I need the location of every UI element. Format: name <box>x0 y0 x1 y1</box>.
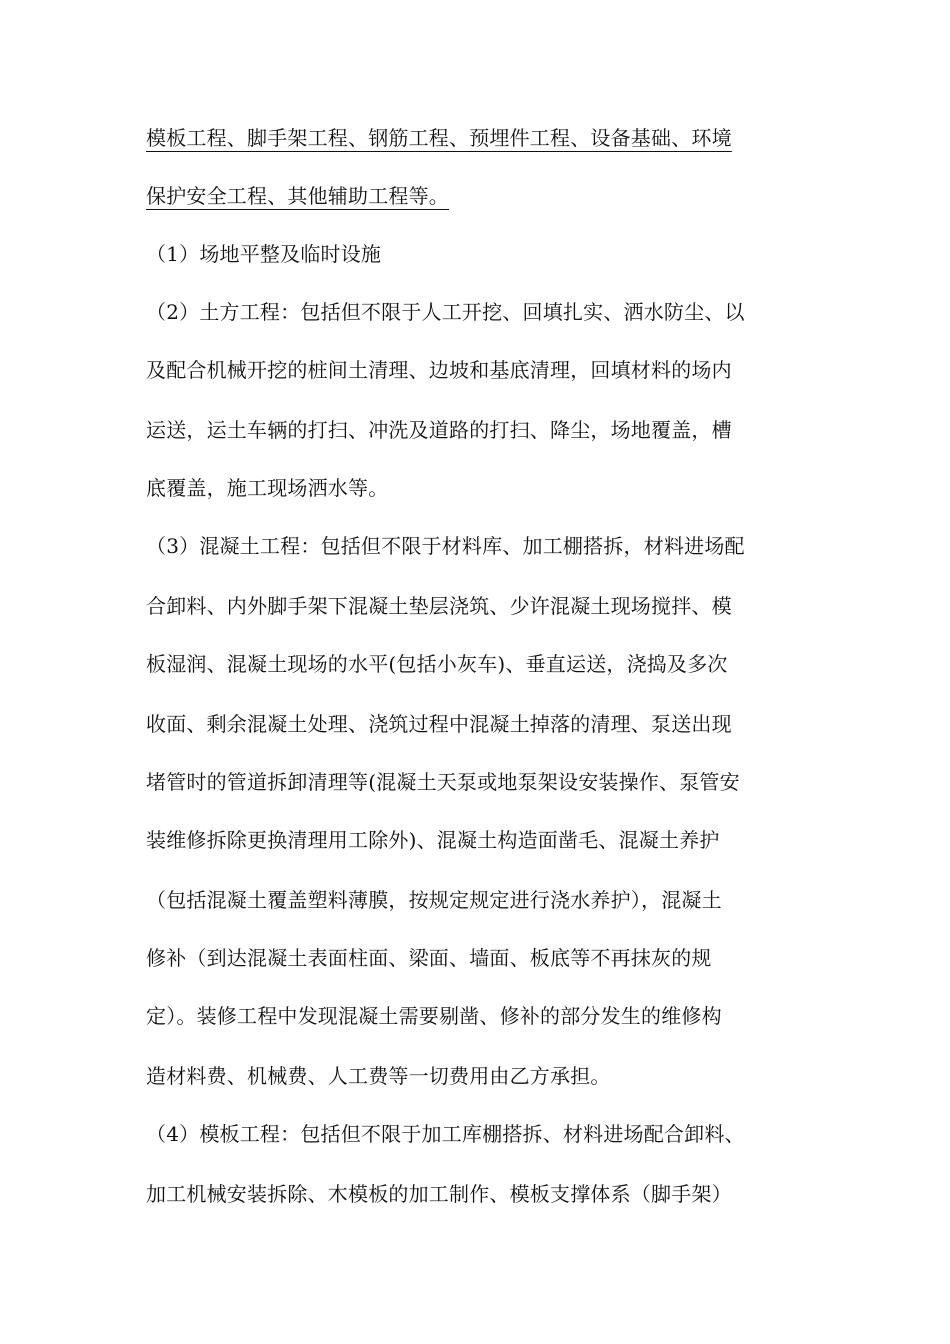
text-line-12: 堵管时的管道拆卸清理等(混凝土天泵或地泵架设安装操作、泵管安 <box>146 770 740 794</box>
text-line-7: 底覆盖，施工现场洒水等。 <box>146 476 389 500</box>
text-line-1: 模板工程、脚手架工程、钢筋工程、预埋件工程、设备基础、环境 <box>146 126 732 150</box>
text-line-19: 加工机械安装拆除、木模板的加工制作、模板支撑体系（脚手架） <box>146 1182 732 1206</box>
text-line-13: 装维修拆除更换清理用工除外)、混凝土构造面凿毛、混凝土养护 <box>146 828 720 852</box>
text-line-2: 保护安全工程、其他辅助工程等。 <box>146 184 449 208</box>
text-line-8: （3）混凝土工程：包括但不限于材料库、加工棚搭拆，材料进场配 <box>146 534 745 558</box>
text-line-16: 定）。装修工程中发现混凝土需要剔凿、修补的部分发生的维修构 <box>146 1004 722 1028</box>
section-heading-1: （1）场地平整及临时设施 <box>146 242 382 266</box>
text-line-11: 收面、剩余混凝土处理、浇筑过程中混凝土掉落的清理、泵送出现 <box>146 712 732 736</box>
text-line-10: 板湿润、混凝土现场的水平(包括小灰车)、垂直运送，浇捣及多次 <box>146 652 728 676</box>
text-line-5: 及配合机械开挖的桩间土清理、边坡和基底清理，回填材料的场内 <box>146 358 732 382</box>
text-line-14: （包括混凝土覆盖塑料薄膜，按规定规定进行浇水养护），混凝土 <box>146 888 722 912</box>
text-line-6: 运送，运土车辆的打扫、冲洗及道路的打扫、降尘，场地覆盖，槽 <box>146 418 732 442</box>
text-line-18: （4）模板工程：包括但不限于加工库棚搭拆、材料进场配合卸料、 <box>146 1122 745 1146</box>
text-line-4: （2）土方工程：包括但不限于人工开挖、回填扎实、洒水防尘、以 <box>146 300 745 324</box>
text-line-15: 修补（到达混凝土表面柱面、梁面、墙面、板底等不再抹灰的规 <box>146 946 712 970</box>
text-line-9: 合卸料、内外脚手架下混凝土垫层浇筑、少许混凝土现场搅拌、模 <box>146 594 732 618</box>
text-line-17: 造材料费、机械费、人工费等一切费用由乙方承担。 <box>146 1064 611 1088</box>
